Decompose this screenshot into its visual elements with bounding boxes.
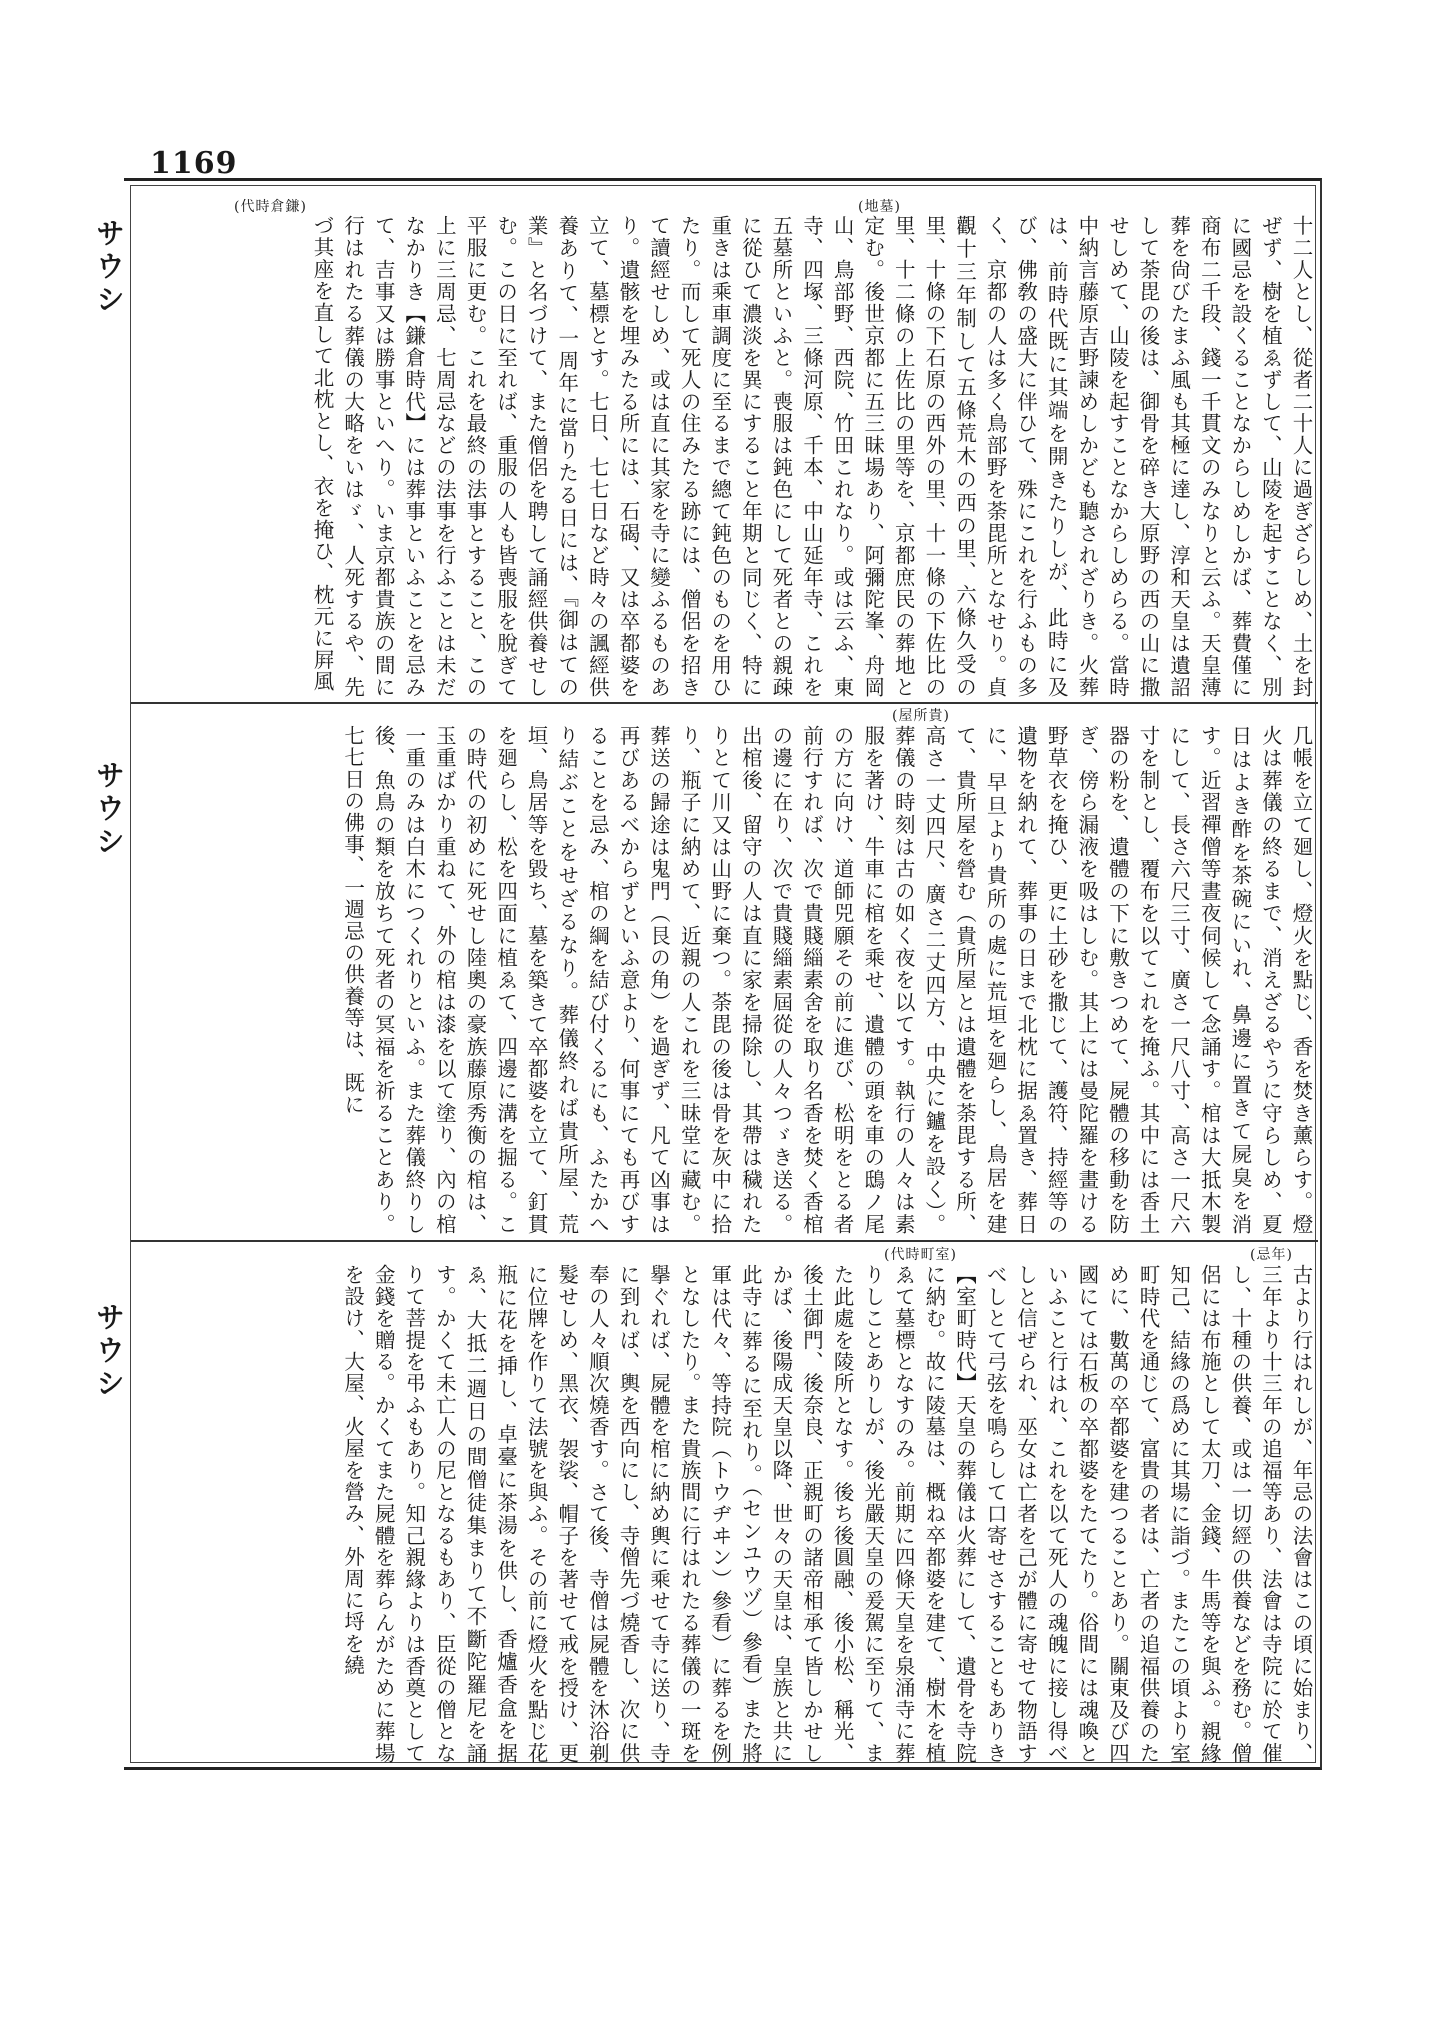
section-divider-1: [131, 702, 1318, 704]
section-3-tag-topic: ( 忌年 ): [1250, 1244, 1293, 1264]
section-divider-2: [131, 1240, 1318, 1242]
section-1-tag-era: ( 代時倉鎌 ): [234, 196, 307, 216]
section-1-body: 十二人とし、從者二十人に過ぎざらしめ、土を封ぜず、樹を植ゑずして、山陵を起すことなく、別に國忌を設くることなからしめしかば、葬費僅に商布二千段、錢一千貫文のみなりと云ふ。天皇薄葬を尙びたまふ風も其極に達し、淳和天皇は遺詔して荼毘の後は、御骨を碎き大原野の西の山に撒せしめて、山陵を起すことなからしめらる。當時中納言藤原吉野諫めしかども聽されざりき。火葬は、前時代既に其端を開きたりしが、此時に及び、佛敎の盛大に伴ひて、殊にこれを行ふもの多く、京都の人は多く鳥部野を荼毘所となせり。貞觀十三年制して五條荒木の西の里、六條久受の里、十條の下石原の西外の里、十一條の下佐比の里、十二條の上佐比の里等を、京都庶民の葬地と定む。後世京都に五三昧場あり、阿彌陀峯、舟岡山、鳥部野、西院、竹田これなり。或は云ふ、東寺、四塚、三條河原、千本、中山延年寺、これを五墓所といふと。喪服は鈍色にして死者との親疎に從ひて濃淡を異にすること年期と同じく、特に重きは乘車調度に至るまで總て鈍色のものを用ひたり。而して死人の住みたる跡には、僧侶を招きて讀經せしめ、或は直に其家を寺に變ふるものあり。遺骸を埋みたる所には、石碣、又は卒都婆を立て、墓標とす。七日、七七日など時々の諷經供養ありて、一周年に當りたる日には、『御はての業』と名づけて、また僧侶を聘して誦經供養せしむ。この日に至れば、重服の人も皆喪服を脫ぎて平服に更む。これを最終の法事とすること、この上に三周忌、七周忌などの法事を行ふことは未だなかりき【鎌倉時代】には葬事といふことを忌みて、吉事又は勝事といへり。いま京都貴族の間に行はれたる葬儀の大略をいはゞ、人死するや、先づ其座を直して北枕とし、衣を掩ひ、枕元に屛風: [310, 215, 1313, 698]
section-3-tag-era: ( 代時町室 ): [884, 1244, 957, 1264]
section-2-tag-topic: ( 屋所貴 ): [892, 705, 950, 725]
side-label-3: サウシ: [92, 1302, 126, 1401]
side-label-1: サウシ: [92, 218, 126, 317]
section-2-body: 几帳を立て廻し、燈火を點じ、香を焚き薰らす。燈火は葬儀の終るまで、消えざるやうに守らしめ、夏日はよき酢を茶碗にいれ、鼻邊に置きて屍臭を消す。近習禪僧等晝夜伺候して念誦す。棺は大抵木製にして、長さ六尺三寸、廣さ一尺八寸、高さ一尺六寸を制とし、覆布を以てこれを掩ふ。其中には香土器の粉を、遺體の下に敷きつめて、屍體の移動を防ぎ、傍ら漏液を吸はしむ。其上には曼陀羅を畫ける野草衣を掩ひ、更に土砂を撒じて、護符、持經等の遺物を納れて、葬事の日まで北枕に据ゑ置き、葬日に、早旦より貴所の處に荒垣を廻らし、鳥居を建て、貴所屋を營む（貴所屋とは遺體を荼毘する所、高さ一丈四尺、廣さ二丈四方、中央に鑪を設く）。葬儀の時刻は古の如く夜を以てす。執行の人々は素服を著け、牛車に棺を乘せ、遺體の頭を車の鴟ノ尾の方に向け、道師兕願その前に進び、松明をとる者前行すれば、次で貴賤緇素舍を取り名香を焚く香棺の邊に在り、次で貴賤緇素屆從の人々つゞき送る。出棺後、留守の人は直に家を掃除し、其帶は穢れたりとて川又は山野に棄つ。荼毘の後は骨を灰中に拾り、瓶子に納めて、近親の人これを三昧堂に藏む。葬送の歸途は鬼門（艮の角）を過ぎず、凡て凶事は再びあるべからずといふ意より、何事にても再びすることを忌み、棺の綱を結び付くるにも、ふたかへり結ぶことをせざるなり。葬儀終れば貴所屋、荒垣、鳥居等を毀ち、墓を築きて卒都婆を立て、釘貫を廻らし、松を四面に植ゑて、四邊に溝を掘る。この時代の初めに死せし陸奧の豪族藤原秀衡の棺は、玉重ばかり重ねて、外の棺は漆を以て塗り、內の棺一重のみは白木につくれりといふ。また葬儀終りし後、魚鳥の類を放ちて死者の冥福を祈ることあり。七七日の佛事、一週忌の供養等は、既に: [340, 725, 1313, 1235]
side-label-2: サウシ: [92, 760, 126, 859]
section-3-body: 古より行はれしが、年忌の法會はこの頃に始まり、三年より十三年の追福等あり、法會は寺院に於て催し、十種の供養、或は一切經の供養などを務む。僧侶には布施として太刀、金錢、牛馬等を與ふ。親緣知己、結緣の爲めに其場に詣づ。またこの頃より室町時代を通じて、富貴の者は、亡者の追福供養のために、數萬の卒都婆を建つることあり。關東及び四國にては石板の卒都婆をたてたり。俗間には魂喚といふこと行はれ、これを以て死人の魂魄に接し得べしと信ぜられ、巫女は亡者を己が體に寄せて物語すべしとて弓弦を鳴らして口寄せさすることもありき【室町時代】天皇の葬儀は火葬にして、遺骨を寺院に納む。故に陵墓は、概ね卒都婆を建て、樹木を植ゑて墓標となすのみ。前期に四條天皇を泉涌寺に葬りしことありしが、後光嚴天皇の爰駕に至りて、また此處を陵所となす。後ち後圓融、後小松、稱光、後土御門、後奈良、正親町の諸帝相承て皆しかせしかば、後陽成天皇以降、世々の天皇は、皇族と共に此寺に葬るに至れり。（センユウヅ）參看）また將軍は代々、等持院（トウヂヰン）參看）に葬るを例となしたり。また貴族間に行はれたる葬儀の一斑を擧ぐれば、屍體を棺に納め輿に乘せて寺に送り、寺に到れば、輿を西向にし、寺僧先づ燒香し、次に供奉の人々順次燒香す。さて後、寺僧は屍體を沐浴剃髮せしめ、黑衣、袈裟、帽子を著せて戒を授け、更に位牌を作りて法號を與ふ。その前に燈火を點じ花瓶に花を挿し、卓臺に茶湯を供し、香爐香盒を据ゑ、大抵二週日の間僧徒集まりて不斷陀羅尼を誦す。かくて未亡人の尼となるもあり、臣從の僧となりて菩提を弔ふもあり。知己親緣よりは香奠として金錢を贈る。かくてまた屍體を葬らんがために葬場を設け、大屋、火屋を營み、外周に埒を繞: [340, 1264, 1313, 1764]
section-1-tag-topic: ( 地墓 ): [858, 196, 901, 216]
page-number: 1169: [150, 146, 238, 181]
